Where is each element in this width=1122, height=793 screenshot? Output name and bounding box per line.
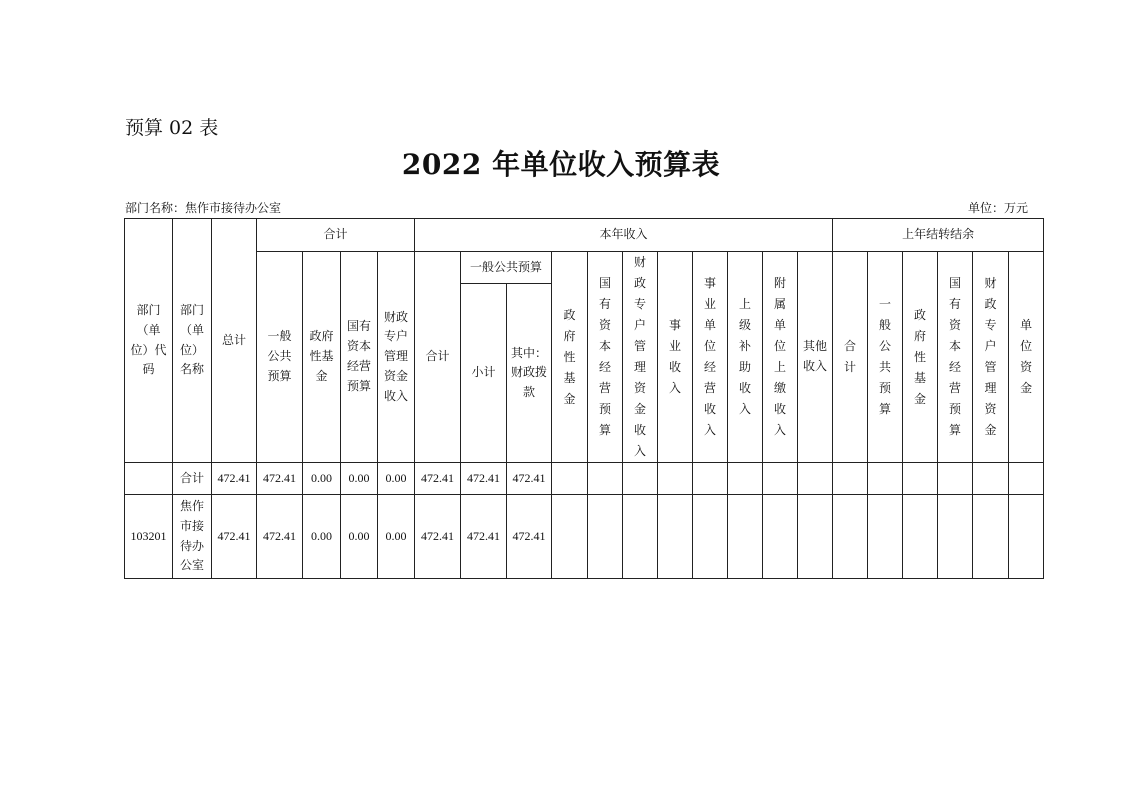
header-ty-total: 合计 [415,252,461,463]
cell-empty [623,463,658,495]
cell-empty [973,463,1009,495]
cell-ty-public-sub: 472.41 [461,495,507,579]
header-co-gov-fund: 政府性基金 [903,252,938,463]
budget-table [124,218,1044,579]
cell-t-special: 0.00 [378,463,415,495]
cell-t-special: 0.00 [378,495,415,579]
cell-empty [763,463,798,495]
cell-empty [868,495,903,579]
header-sub-public: 一般公共预算 [257,252,303,463]
unit-label: 单位：万元 [968,201,1029,215]
header-sub-state-capital: 国有资本经营预算 [341,252,378,463]
cell-ty-total: 472.41 [415,463,461,495]
header-co-total: 合计 [833,252,868,463]
header-ty-public-sub: 小计 [461,284,507,463]
cell-empty [658,463,693,495]
header-row-2 [125,252,1044,284]
header-total: 总计 [212,219,257,463]
cell-empty [658,495,693,579]
cell-empty [623,495,658,579]
header-ty-other: 其他收入 [798,252,833,463]
cell-empty [728,463,763,495]
cell-empty [798,495,833,579]
cell-t-gov-fund: 0.00 [303,463,341,495]
cell-empty [552,495,588,579]
cell-empty [798,463,833,495]
cell-empty [938,463,973,495]
cell-total: 472.41 [212,495,257,579]
cell-empty [588,463,623,495]
cell-t-public: 472.41 [257,463,303,495]
header-ty-state-capital: 国有资本经营预算 [588,252,623,463]
header-ty-special-fund: 财政专户管理资金收入 [623,252,658,463]
cell-empty [588,495,623,579]
header-co-state-capital: 国有资本经营预算 [938,252,973,463]
header-ty-public-fiscal: 其中：财政拨款 [507,284,552,463]
table-row [125,495,1044,579]
cell-empty [833,463,868,495]
cell-ty-public-fiscal: 472.41 [507,495,552,579]
header-dept-name: 部门（单位）名称 [173,219,212,463]
cell-name: 焦作市接待办公室 [173,495,212,579]
header-ty-affiliate: 附属单位上缴收入 [763,252,798,463]
header-co-unit-fund: 单位资金 [1009,252,1044,463]
cell-t-gov-fund: 0.00 [303,495,341,579]
header-row-1 [125,219,1044,252]
department-name: 部门名称：焦作市接待办公室 [125,201,282,215]
cell-empty [868,463,903,495]
cell-empty [833,495,868,579]
cell-empty [693,495,728,579]
header-group-carryover: 上年结转结余 [833,219,1044,252]
cell-empty [938,495,973,579]
header-sub-gov-fund: 政府性基金 [303,252,341,463]
cell-empty [763,495,798,579]
cell-empty [1009,495,1044,579]
cell-empty [903,495,938,579]
cell-empty [903,463,938,495]
header-sub-special-fund: 财政专户管理资金收入 [378,252,415,463]
cell-name: 合计 [173,463,212,495]
cell-empty [552,463,588,495]
cell-empty [728,495,763,579]
header-ty-business-op: 事业单位经营收入 [693,252,728,463]
header-dept-code: 部门（单位）代码 [125,219,173,463]
header-group-this-year: 本年收入 [415,219,833,252]
cell-t-state-capital: 0.00 [341,495,378,579]
cell-total: 472.41 [212,463,257,495]
cell-empty [693,463,728,495]
cell-t-state-capital: 0.00 [341,463,378,495]
header-co-public: 一般公共预算 [868,252,903,463]
header-ty-business: 事业收入 [658,252,693,463]
header-group-total: 合计 [257,219,415,252]
table-row [125,463,1044,495]
cell-empty [973,495,1009,579]
header-co-special-fund: 财政专户管理资金 [973,252,1009,463]
cell-ty-total: 472.41 [415,495,461,579]
cell-code: 103201 [125,495,173,579]
header-ty-public-group: 一般公共预算 [461,252,552,284]
cell-code [125,463,173,495]
cell-ty-public-sub: 472.41 [461,463,507,495]
page-title: 2022 年单位收入预算表 [401,148,721,181]
cell-t-public: 472.41 [257,495,303,579]
header-ty-gov-fund: 政府性基金 [552,252,588,463]
header-ty-superior: 上级补助收入 [728,252,763,463]
form-code: 预算 02 表 [125,117,219,139]
cell-ty-public-fiscal: 472.41 [507,463,552,495]
cell-empty [1009,463,1044,495]
